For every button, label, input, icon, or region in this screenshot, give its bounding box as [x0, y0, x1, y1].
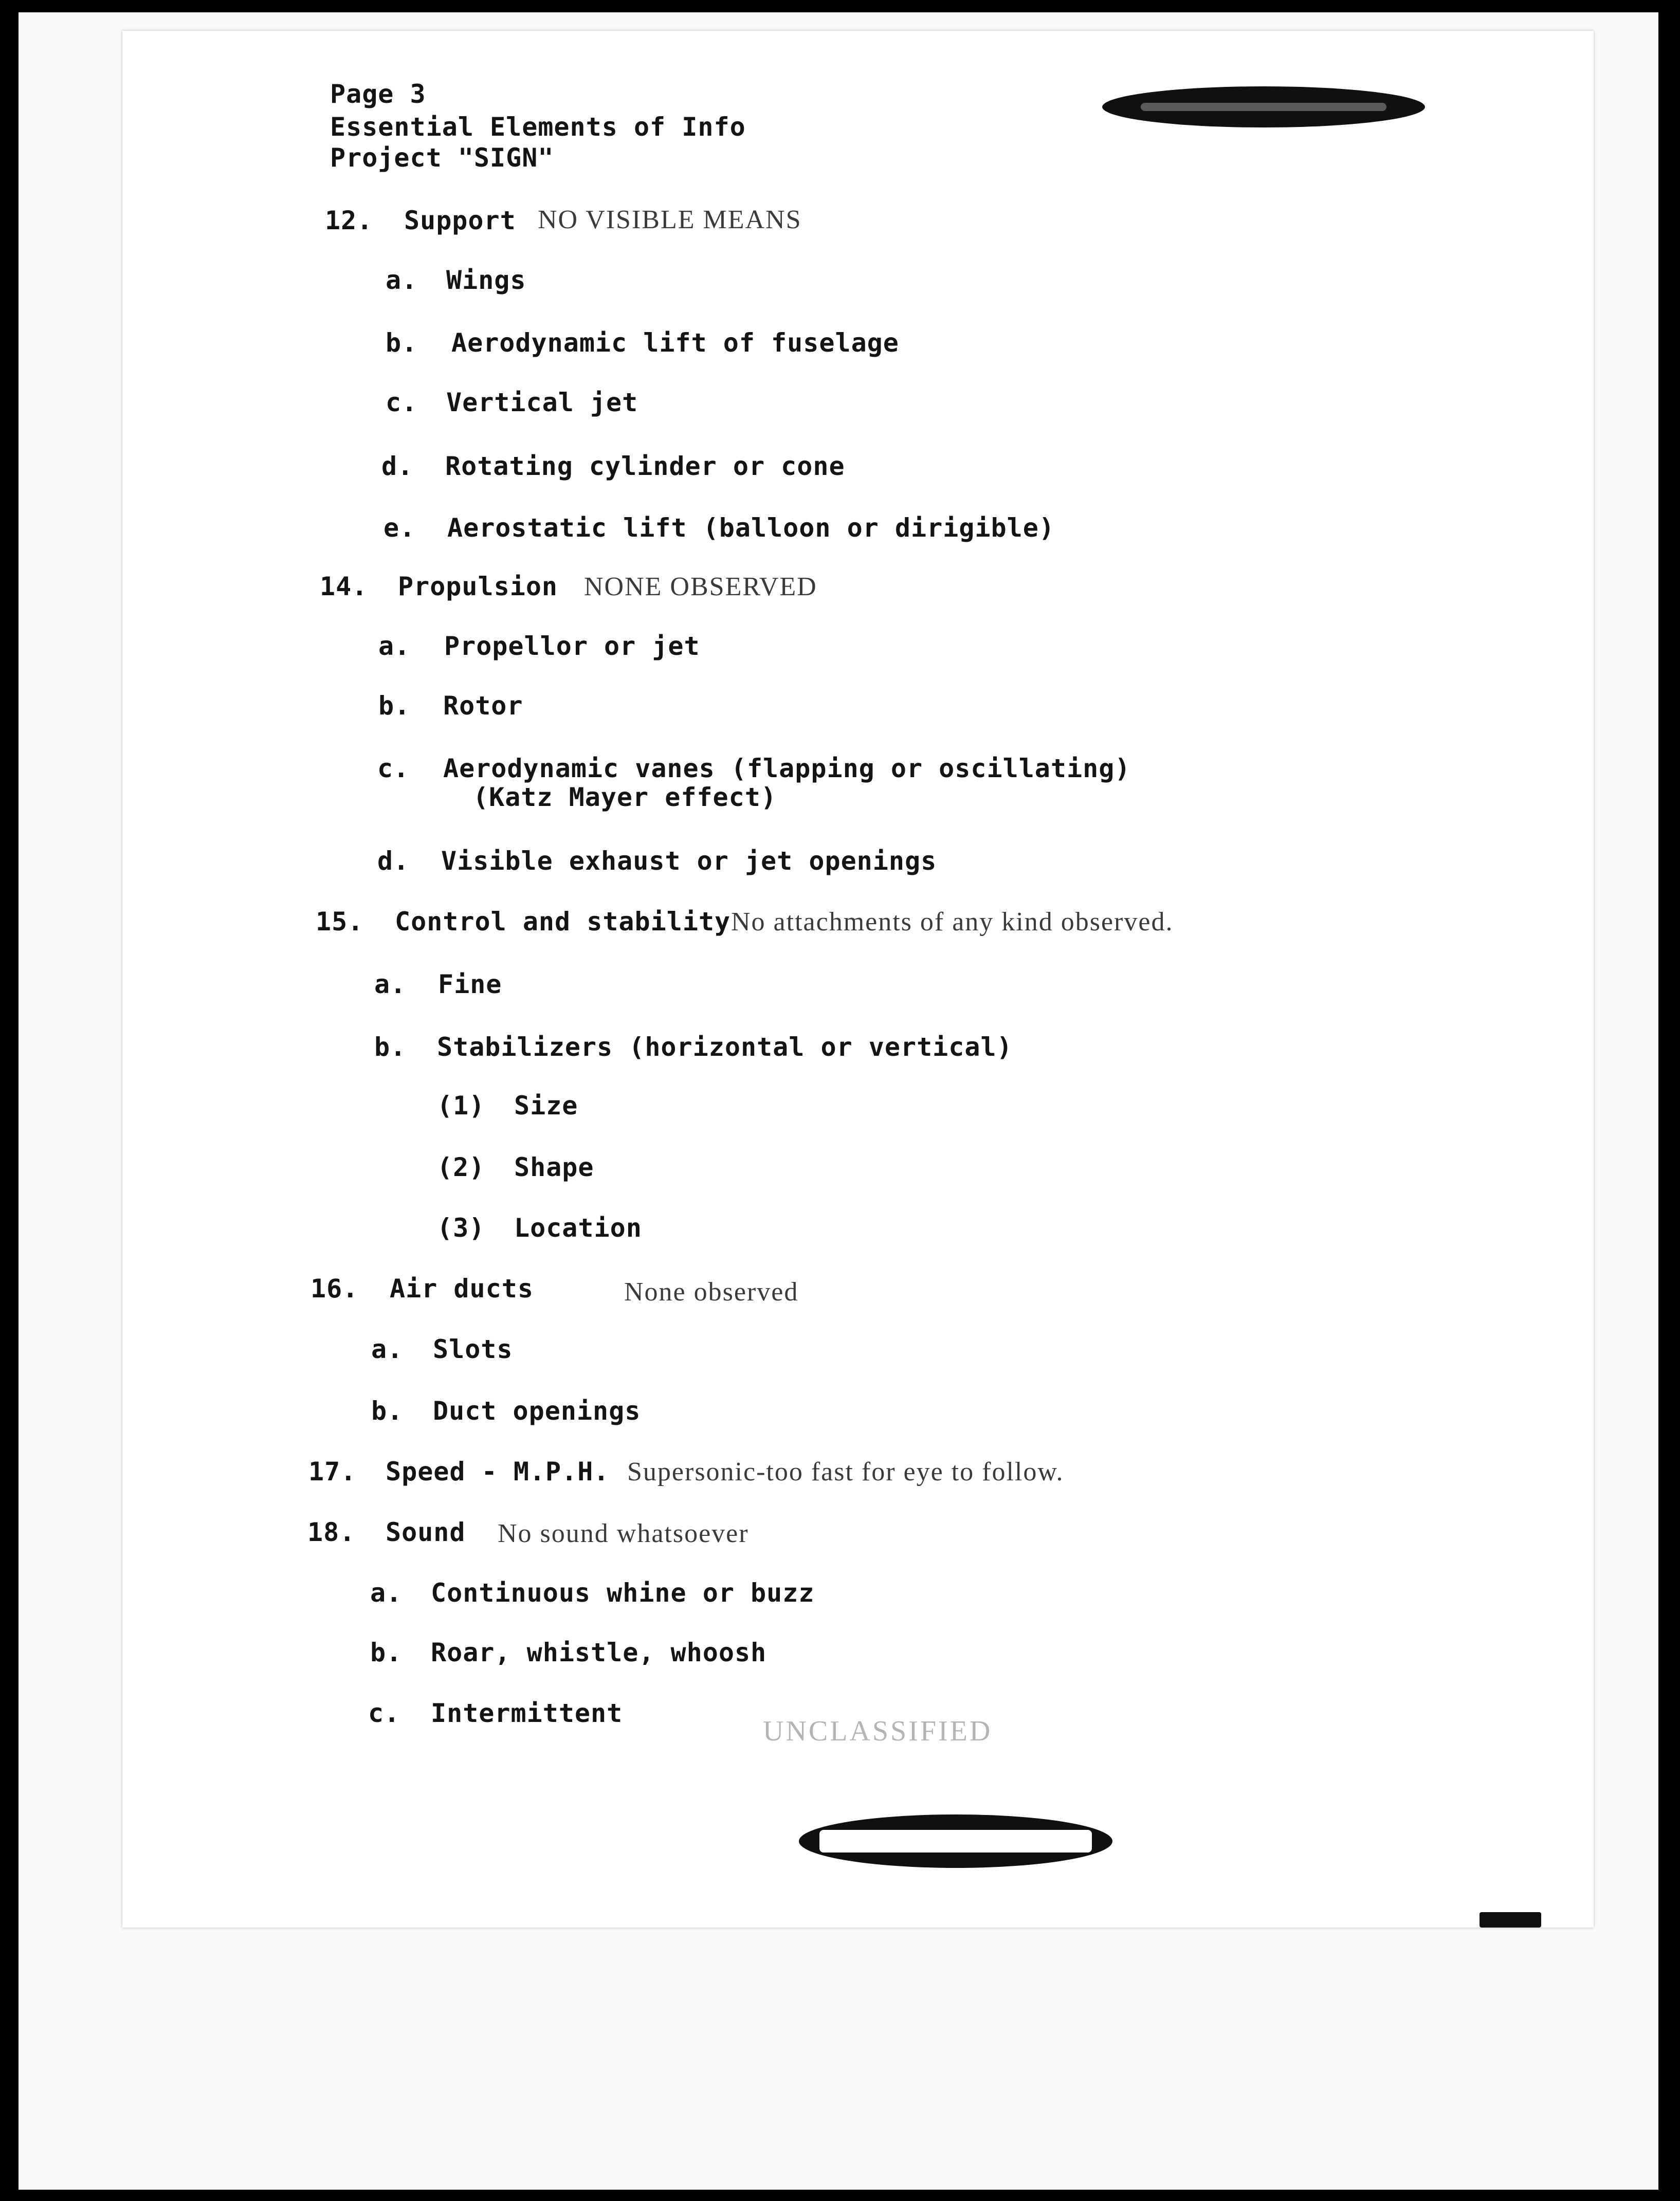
sub-text: Visible exhaust or jet openings: [441, 846, 937, 876]
sub-mark: a.: [371, 1334, 404, 1364]
sub-mark: a.: [378, 631, 411, 661]
document-subject: Essential Elements of Info: [330, 112, 746, 142]
sub-mark: b.: [370, 1638, 403, 1667]
sub-mark: e.: [384, 513, 416, 543]
sub-mark: a.: [370, 1578, 403, 1608]
sub-text: Slots: [433, 1334, 513, 1364]
subsub-mark: (2): [437, 1152, 485, 1182]
subsub-mark: (3): [437, 1213, 485, 1243]
item-number: 17.: [308, 1457, 357, 1487]
project-name: Project "SIGN": [330, 143, 554, 173]
item-number: 18.: [307, 1517, 356, 1547]
handwritten-answer: No sound whatsoever: [498, 1519, 749, 1548]
item-title: Air ducts: [390, 1274, 534, 1304]
subsub-text: Shape: [514, 1152, 594, 1182]
handwritten-answer: NO VISIBLE MEANS: [538, 205, 802, 234]
sub-mark: b.: [374, 1032, 407, 1062]
handwritten-answer: None observed: [624, 1277, 799, 1307]
sub-text: Fine: [438, 969, 502, 999]
item-number: 15.: [316, 907, 364, 937]
sub-text: Rotor: [443, 691, 523, 721]
sub-mark: d.: [377, 846, 410, 876]
sub-text: Wings: [446, 265, 526, 295]
sub-mark: c.: [386, 388, 418, 417]
item-title: Control and stability: [395, 907, 731, 937]
item-title: Propulsion: [398, 572, 558, 601]
sub-text: Aerodynamic vanes (flapping or oscillating): [443, 754, 1131, 783]
sub-text: Roar, whistle, whoosh: [431, 1638, 767, 1667]
item-number: 12.: [325, 206, 373, 235]
sub-mark: b.: [378, 691, 411, 721]
document-page: [122, 31, 1594, 1928]
sub-mark: b.: [371, 1396, 404, 1426]
sub-mark: c.: [368, 1698, 400, 1728]
subsub-text: Location: [514, 1213, 642, 1243]
item-title: Sound: [386, 1517, 466, 1547]
sub-text: Continuous whine or buzz: [431, 1578, 815, 1608]
handwritten-answer: NONE OBSERVED: [584, 572, 817, 601]
sub-text: Vertical jet: [446, 388, 638, 417]
handwritten-answer: Supersonic-too fast for eye to follow.: [627, 1457, 1064, 1487]
sub-text: Propellor or jet: [444, 631, 700, 661]
sub-text: Aerodynamic lift of fuselage: [451, 328, 899, 358]
subsub-mark: (1): [437, 1091, 485, 1121]
item-title: Support: [404, 206, 516, 235]
edge-mark: [1480, 1912, 1541, 1928]
redaction-mark-top: [1102, 86, 1425, 127]
classification-stamp: UNCLASSIFIED: [763, 1715, 993, 1747]
sub-mark: c.: [377, 754, 410, 783]
item-number: 14.: [320, 572, 368, 601]
subsub-text: Size: [514, 1091, 578, 1121]
handwritten-answer: No attachments of any kind observed.: [731, 907, 1174, 937]
item-title: Speed - M.P.H.: [386, 1457, 610, 1487]
page-number: Page 3: [330, 79, 426, 109]
sub-text-continued: (Katz Mayer effect): [473, 782, 777, 812]
sub-mark: a.: [374, 969, 407, 999]
sub-text: Intermittent: [431, 1698, 623, 1728]
sub-text: Rotating cylinder or cone: [445, 451, 845, 481]
sub-text: Stabilizers (horizontal or vertical): [437, 1032, 1013, 1062]
redaction-mark-bottom: [799, 1814, 1112, 1868]
sub-mark: d.: [381, 451, 414, 481]
item-number: 16.: [311, 1274, 359, 1304]
sub-mark: b.: [386, 328, 418, 358]
sub-text: Duct openings: [433, 1396, 641, 1426]
sub-text: Aerostatic lift (balloon or dirigible): [447, 513, 1055, 543]
sub-mark: a.: [386, 265, 418, 295]
